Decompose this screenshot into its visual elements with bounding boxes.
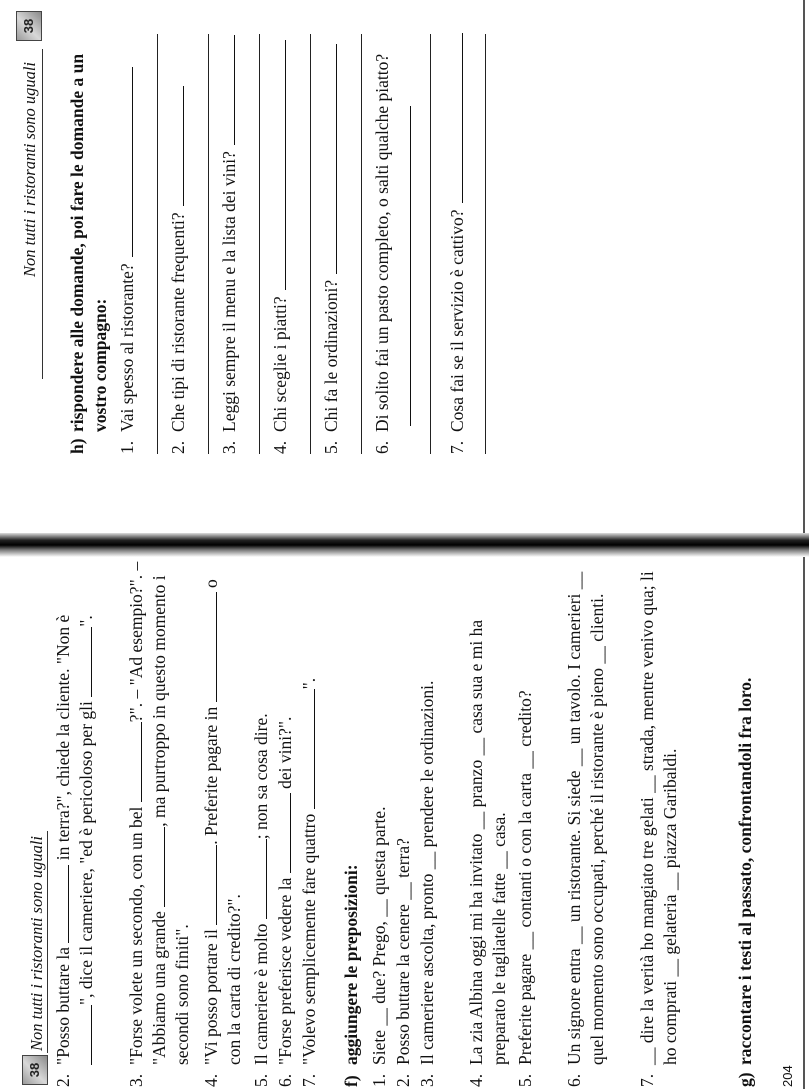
answer-line[interactable] <box>270 40 286 290</box>
item-number: 5. <box>251 1073 271 1087</box>
f-item-1: 1. Siete __ due? Prego, __ questa parte. <box>369 806 389 1087</box>
h-question-4: 4. Chi sceglie i piatti? <box>269 14 292 454</box>
header-rule <box>42 49 43 379</box>
section-f-heading: f) aggiungere le preposizioni: <box>341 864 361 1087</box>
e-item-3: 3. "Forse volete un secondo, con un bel ?". – "Ad esempio?". – "Abbiamo una grande , ma purtroppo in questo momento i secondi sono finiti". <box>126 561 192 1087</box>
fill-blank[interactable] <box>76 627 92 697</box>
fill-blank[interactable] <box>299 689 315 809</box>
fill-blank[interactable] <box>275 793 291 873</box>
e-item-4: 4. "Vi posso portare il . Preferite pagare in o con la carta di credito?". <box>201 579 244 1087</box>
left-page <box>0 549 809 1089</box>
section-g-heading: g) raccontare i testi al passato, confrontandoli fra loro. <box>735 677 755 1087</box>
item-number: 4. <box>201 1073 221 1087</box>
answer-line[interactable] <box>485 34 486 454</box>
item-number: 6. <box>275 1073 295 1087</box>
right-page <box>0 0 809 539</box>
e-item-5: 5. Il cameriere è molto ; non sa cosa dire. <box>251 713 271 1087</box>
answer-line[interactable] <box>430 34 431 454</box>
f-item-4: 4. La zia Albina oggi mi ha invitato __ pranzo __ casa sua e mi ha preparato le tagliatelle fatte __ casa. <box>466 619 509 1087</box>
h-question-2: 2. Che tipi di ristorante frequenti? <box>167 14 190 454</box>
f-item-5: 5. Preferite pagare __ contanti o con la carta __ credito? <box>515 690 535 1087</box>
running-title: Non tutti i ristoranti sono uguali <box>20 62 39 277</box>
answer-line[interactable] <box>259 34 260 454</box>
running-title: Non tutti i ristoranti sono uguali <box>27 836 46 1051</box>
fill-blank[interactable] <box>126 722 142 802</box>
fill-blank[interactable] <box>201 592 217 702</box>
page-number: 204 <box>780 1065 795 1087</box>
answer-line[interactable] <box>208 34 209 454</box>
section-h-heading: h) rispondere alle domande, poi fare le domande a un vostro compagno: <box>67 53 110 454</box>
fill-blank[interactable] <box>251 839 267 919</box>
answer-line[interactable] <box>219 35 235 145</box>
h-question-7: 7. Cosa fai se il servizio è cattivo? <box>446 14 469 454</box>
answer-line[interactable] <box>447 33 463 203</box>
f-item-6: 6. Un signore entra __ un ristorante. Si siede __ un tavolo. I camerieri __ quel momento sono occupati, perché il ristorante è pieno __ clienti. <box>564 571 607 1087</box>
h-question-3: 3. Leggi sempre il menu e la lista dei vini? <box>218 14 241 454</box>
h-question-5: 5. Chi fa le ordinazioni? <box>320 14 343 454</box>
e-item-7: 7. "Volevo semplicemente fare quattro ". <box>299 677 319 1087</box>
item-number: 3. <box>126 1073 146 1087</box>
fill-blank[interactable] <box>76 1005 92 1065</box>
page-badge: 38 <box>22 1055 48 1085</box>
answer-line[interactable] <box>361 34 362 454</box>
answer-line[interactable] <box>395 106 411 426</box>
f-item-7: 7. __ dire la verità ho mangiato tre gelati __ strada, mentre venivo qua; li ho comprati __ gelateria __ piazza Garibaldi. <box>637 571 680 1087</box>
item-number: 7. <box>299 1073 319 1087</box>
e-item-6: 6. "Forse preferisce vedere la dei vini?". <box>275 716 295 1087</box>
e-item-2: 2. "Posso buttare la in terra?", chiede la cliente. "Non è ", dice il cameriere, "ed è pericoloso per gli ". <box>53 614 96 1087</box>
h-question-1: 1. Vai spesso al ristorante? <box>116 14 139 454</box>
answer-line[interactable] <box>321 44 337 274</box>
item-number: 2. <box>53 1073 73 1087</box>
fill-blank[interactable] <box>53 865 69 943</box>
header-rule <box>47 831 48 1053</box>
page-badge: 38 <box>16 11 42 41</box>
answer-line[interactable] <box>157 34 158 454</box>
fill-blank[interactable] <box>201 845 217 925</box>
answer-line[interactable] <box>310 34 311 454</box>
answer-line[interactable] <box>117 67 133 257</box>
f-item-3: 3. Il cameriere ascolta, pronto __ prendere le ordinazioni. <box>417 680 437 1087</box>
h-question-6: 6. Di solito fai un pasto completo, o salti qualche piatto? <box>371 14 417 454</box>
f-item-2: 2. Posso buttare la cenere __ terra? <box>393 838 413 1087</box>
answer-line[interactable] <box>168 86 184 206</box>
fill-blank[interactable] <box>149 827 165 907</box>
